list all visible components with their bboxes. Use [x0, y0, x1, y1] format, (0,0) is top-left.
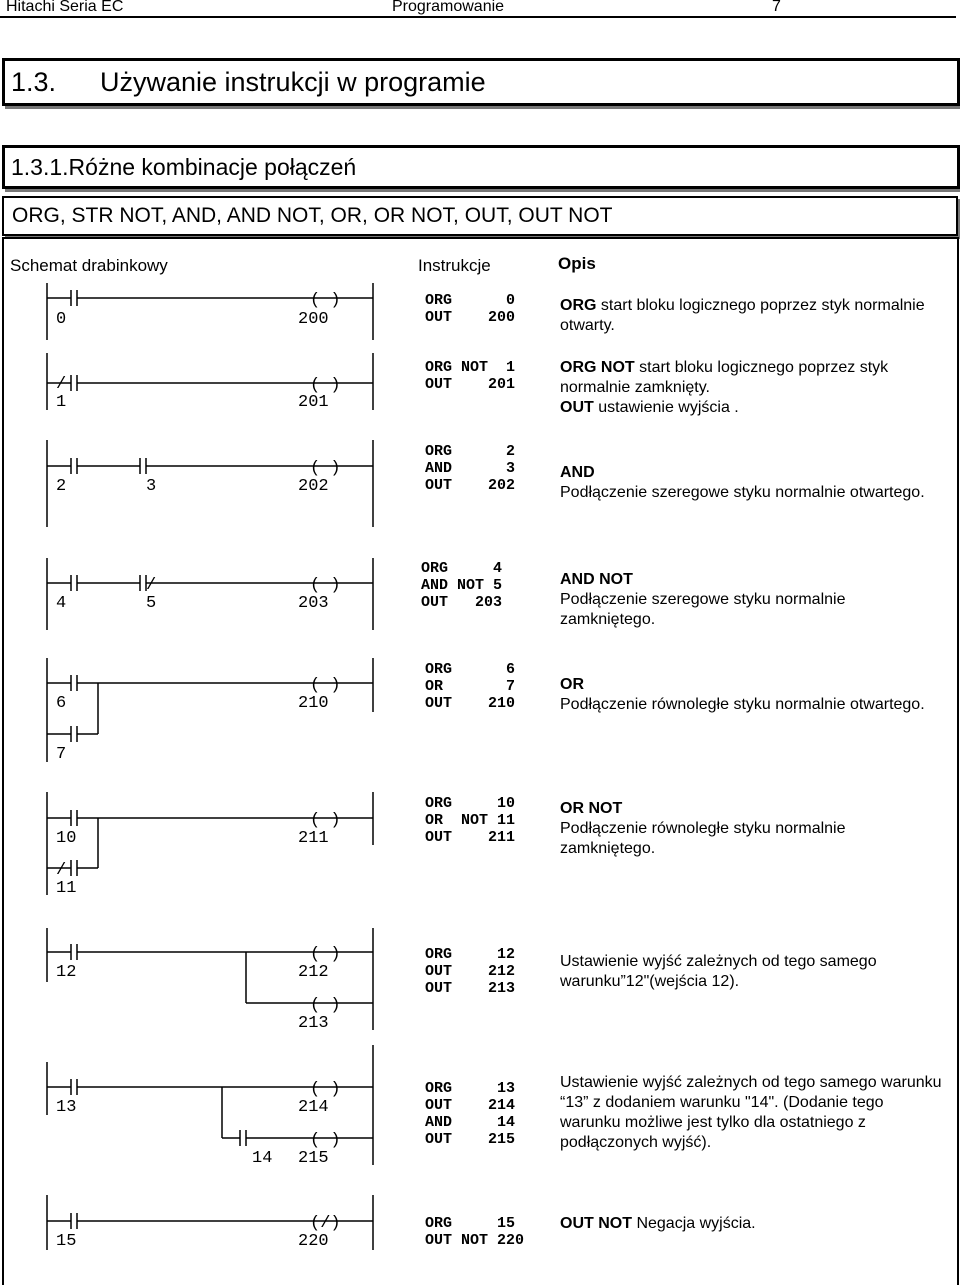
contact-label: 6	[56, 694, 67, 713]
column-header-ladder: Schemat drabinkowy	[10, 256, 168, 275]
instruction-list: ORG 10 OR NOT 11 OUT 211	[425, 795, 516, 846]
contact-label: 3	[146, 477, 157, 496]
rung-2	[47, 440, 373, 527]
rung-1	[47, 353, 373, 412]
nc-mark: /	[56, 375, 67, 394]
contact-label: 1	[56, 393, 67, 412]
coil-symbol: (/)	[310, 1214, 341, 1233]
coil-symbol: ( )	[310, 1080, 341, 1099]
description-text: Podłączenie szeregowe styku normalnie otwartego.	[560, 484, 925, 501]
description-text: Negacja wyjścia.	[636, 1215, 756, 1232]
instruction-list: ORG 2 AND 3 OUT 202	[425, 443, 516, 494]
contact-label: 5	[146, 594, 157, 613]
coil-label: 202	[298, 477, 329, 496]
description-text: Podłączenie równoległe styku normalnie zamkniętego.	[560, 820, 846, 857]
rung-7	[47, 1045, 373, 1168]
rung-8	[47, 1195, 373, 1251]
contact-label: 15	[56, 1232, 77, 1251]
coil-label: 212	[298, 963, 329, 982]
description-text: Podłączenie szeregowe styku normalnie zamkniętego.	[560, 591, 846, 628]
coil-label: 213	[298, 1014, 329, 1033]
coil-symbol: ( )	[310, 811, 341, 830]
contact-label: 13	[56, 1098, 77, 1117]
coil-symbol: ( )	[310, 459, 341, 478]
instruction-keyword: AND NOT	[560, 571, 633, 588]
subsection-title: 1.3.1.Różne kombinacje połączeń	[11, 154, 357, 180]
description-text: Podłączenie równoległe styku normalnie otwartego.	[560, 696, 925, 713]
coil-label: 203	[298, 594, 329, 613]
coil-label: 210	[298, 694, 329, 713]
description-text: Ustawienie wyjść zależnych od tego samego warunku”12"(wejścia 12).	[560, 953, 877, 990]
header-title: Hitachi Seria EC	[6, 0, 124, 15]
contact-label: 4	[56, 594, 67, 613]
coil-symbol: ( )	[310, 376, 341, 395]
coil-label: 215	[298, 1149, 329, 1168]
commands-list: ORG, STR NOT, AND, AND NOT, OR, OR NOT, OUT, OUT NOT	[12, 204, 613, 227]
coil-symbol: ( )	[310, 945, 341, 964]
section-title: Używanie instrukcji w programie	[100, 67, 486, 97]
coil-label: 211	[298, 829, 329, 848]
header-section: Programowanie	[392, 0, 505, 15]
description-text: start bloku logicznego poprzez styk normalnie otwarty.	[560, 297, 925, 334]
coil-symbol: ( )	[310, 676, 341, 695]
contact-label: 10	[56, 829, 77, 848]
instruction-keyword: OR NOT	[560, 800, 623, 817]
rung-6	[47, 928, 373, 1033]
instruction-keyword: AND	[560, 464, 595, 481]
column-header-description: Opis	[558, 254, 596, 273]
instruction-list: ORG 15 OUT NOT 220	[425, 1215, 525, 1249]
instruction-list: ORG 0 OUT 200	[425, 292, 516, 326]
instruction-keyword: OR	[560, 676, 584, 693]
instruction-keyword: OUT NOT	[560, 1215, 632, 1232]
description-org-not	[560, 358, 945, 418]
instruction-keyword: ORG	[560, 297, 597, 314]
description-and	[560, 463, 945, 503]
description-org	[560, 296, 945, 336]
coil-label: 220	[298, 1232, 329, 1251]
coil-symbol: ( )	[310, 1131, 341, 1150]
description-text: ustawienie wyjścia .	[598, 399, 739, 416]
contact-label: 14	[252, 1149, 273, 1168]
coil-symbol: ( )	[310, 291, 341, 310]
contact-label: 2	[56, 477, 67, 496]
rung-0	[47, 283, 373, 340]
description-multi-output	[560, 952, 945, 992]
page-number: 7	[772, 0, 781, 15]
description-out-not	[560, 1214, 945, 1234]
rung-3	[47, 558, 373, 630]
coil-symbol: ( )	[310, 576, 341, 595]
description-and-not	[560, 570, 945, 630]
nc-mark: /	[146, 576, 157, 595]
contact-label: 11	[56, 879, 77, 898]
coil-label: 214	[298, 1098, 329, 1117]
coil-symbol: ( )	[310, 996, 341, 1015]
rung-4	[47, 658, 373, 764]
column-header-instructions: Instrukcje	[418, 256, 491, 275]
instruction-list: ORG 13 OUT 214 AND 14 OUT 215	[425, 1080, 516, 1148]
section-number: 1.3.	[11, 67, 57, 97]
description-or-not	[560, 799, 945, 859]
coil-label: 201	[298, 393, 329, 412]
instruction-list: ORG NOT 1 OUT 201	[425, 359, 516, 393]
coil-label: 200	[298, 310, 329, 329]
contact-label: 7	[56, 745, 67, 764]
description-multi-output-and	[560, 1073, 945, 1153]
contact-label: 0	[56, 310, 67, 329]
contact-label: 12	[56, 963, 77, 982]
nc-mark: /	[56, 861, 67, 880]
instruction-list: ORG 6 OR 7 OUT 210	[425, 661, 516, 712]
instruction-keyword: OUT	[560, 399, 594, 416]
instruction-list: ORG 4 AND NOT 5 OUT 203	[421, 560, 503, 611]
description-text: start bloku logicznego poprzez styk normalnie zamknięty.	[560, 359, 889, 396]
instruction-keyword: ORG NOT	[560, 359, 635, 376]
rung-5	[47, 792, 373, 898]
description-text: Ustawienie wyjść zależnych od tego samego warunku “13” z dodaniem warunku "14". (Dodanie tego warunku możliwe jest tylko dla ostatniego z podłączonych wyjść).	[560, 1074, 942, 1151]
description-or	[560, 675, 945, 715]
instruction-list: ORG 12 OUT 212 OUT 213	[425, 946, 516, 997]
